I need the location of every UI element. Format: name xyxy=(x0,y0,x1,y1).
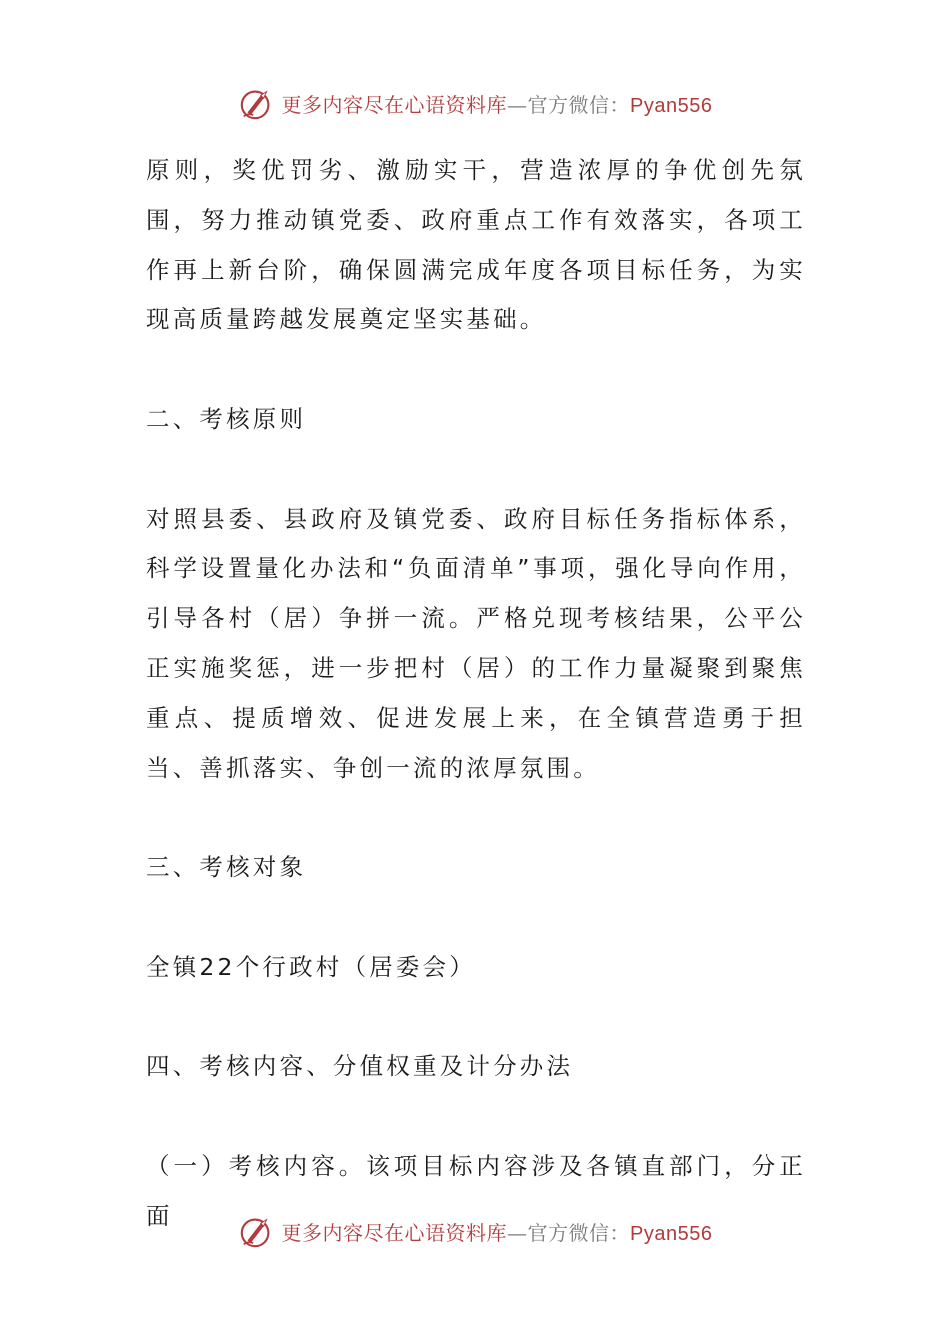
watermark-banner-bottom xyxy=(0,1206,950,1256)
document-body xyxy=(146,146,806,1242)
watermark-text-part2: —官方微信： xyxy=(507,1220,631,1245)
watermark-banner-top xyxy=(0,78,950,128)
paragraph-assessment-targets: 全镇22个行政村（居委会） xyxy=(146,952,477,981)
watermark-text xyxy=(282,1217,713,1246)
heading-assessment-principles: 二、考核原则 xyxy=(146,404,307,433)
heading-assessment-targets: 三、考核对象 xyxy=(146,853,307,882)
watermark-text xyxy=(282,89,713,118)
watermark-text-part3: Pyan556 xyxy=(630,1222,713,1245)
paragraph-principle-continued: 原则，奖优罚劣、激励实干，营造浓厚的争优创先氛围，努力推动镇党委、政府重点工作有效落实，各项工作再上新台阶，确保圆满完成年度各项目标任务，为实现高质量跨越发展奠定坚实基础。 xyxy=(146,156,806,334)
paragraph-assessment-content: （一）考核内容。该项目标内容涉及各镇直部门，分正面 xyxy=(146,1151,806,1230)
watermark-text-part1: 更多内容尽在心语资料库 xyxy=(281,92,508,117)
watermark-text-part2: —官方微信： xyxy=(507,92,631,117)
watermark-text-part1: 更多内容尽在心语资料库 xyxy=(281,1220,508,1245)
heading-assessment-content: 四、考核内容、分值权重及计分办法 xyxy=(146,1052,574,1081)
pen-nib-logo-icon xyxy=(238,1212,276,1250)
pen-nib-logo-icon xyxy=(238,84,276,122)
watermark-text-part3: Pyan556 xyxy=(630,94,713,117)
paragraph-assessment-principles: 对照县委、县政府及镇党委、政府目标任务指标体系，科学设置量化办法和“负面清单”事项，强化导向作用，引导各村（居）争拼一流。严格兑现考核结果，公平公正实施奖惩，进一步把村（居）的工作力量凝聚到聚焦重点、提质增效、促进发展上来，在全镇营造勇于担当、善抓落实、争创一流的浓厚氛围。 xyxy=(146,504,806,782)
